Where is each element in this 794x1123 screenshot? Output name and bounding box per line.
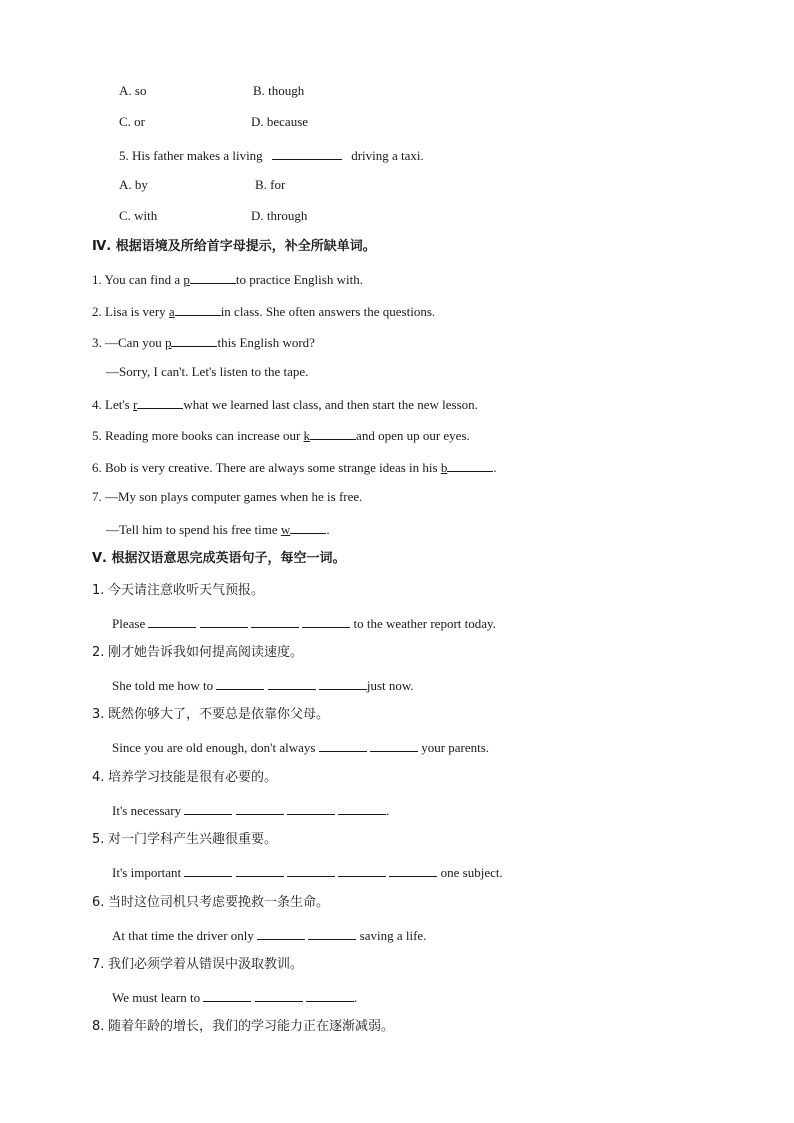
question-text: 4. Let's [92,397,133,412]
chinese-sentence: 对一门学科产生兴趣很重要。 [108,832,278,847]
answer-blank[interactable] [175,302,221,316]
translation-prompt [92,895,329,911]
question-text: and open up our eyes. [356,428,470,443]
question-text: —Tell him to spend his free time [106,522,281,537]
answer-blank[interactable] [319,676,367,690]
question-7-reply [106,520,330,538]
sentence-text: Please [112,616,146,631]
chinese-sentence: 我们必须学着从错误中汲取教训。 [108,957,304,972]
question-text: 5. His father makes a living [119,148,263,163]
question-5 [119,146,424,164]
question-6 [92,458,497,476]
sentence-text: Since you are old enough, don't always [112,740,316,755]
chinese-sentence: 培养学习技能是很有必要的。 [108,770,278,785]
hint-letter: k [303,428,311,443]
sentence-text: She told me how to [112,678,214,693]
question-text: 1. You can find a [92,272,184,287]
translation-prompt [92,832,277,848]
translation-answer [112,614,496,632]
hint-letter: a [168,304,175,319]
answer-blank[interactable] [287,801,335,815]
option-a: A. by [119,177,148,192]
answer-blank[interactable] [137,395,183,409]
sentence-text: . [386,803,390,818]
translation-prompt [92,645,303,661]
translation-answer [112,676,414,694]
question-text: 2. Lisa is very [92,304,169,319]
question-1 [92,270,363,288]
answer-blank[interactable] [319,738,367,752]
option-d: D. because [251,114,309,129]
option-b: B. though [253,83,305,98]
hint-letter: w [280,522,291,537]
translation-prompt [92,583,264,599]
answer-blank[interactable] [310,426,356,440]
sentence-text: your parents. [421,740,490,755]
sentence-text: just now. [366,678,414,693]
question-number: 8. [92,1019,105,1034]
answer-blank[interactable] [148,614,196,628]
question-text: 5. Reading more books can increase our [92,428,304,443]
option-c: C. with [119,208,158,223]
question-text: in class. She often answers the questions. [220,304,436,319]
translation-prompt [92,770,277,786]
question-4 [92,395,478,413]
hint-letter: b [440,460,448,475]
option-row [119,177,285,193]
question-5 [92,426,470,444]
question-text: . [326,522,330,537]
answer-blank[interactable] [216,676,264,690]
answer-blank[interactable] [200,614,248,628]
translation-prompt [92,957,303,973]
question-number: 3. [92,707,105,722]
answer-blank[interactable] [190,270,236,284]
question-text: 3. —Can you [92,335,165,350]
sentence-text: saving a life. [359,928,427,943]
sentence-text: At that time the driver only [112,928,254,943]
hint-letter: r [132,397,138,412]
chinese-sentence: 刚才她告诉我如何提高阅读速度。 [108,645,304,660]
option-c: C. or [119,114,145,129]
question-3 [92,333,315,351]
question-text: 6. Bob is very creative. There are always some strange ideas in his [92,460,441,475]
sentence-text: It's important [112,865,182,880]
option-row [119,114,308,130]
answer-blank[interactable] [255,988,303,1002]
answer-blank[interactable] [338,801,386,815]
option-row [119,208,307,224]
question-number: 4. [92,770,105,785]
section-heading: Ⅳ. 根据语境及所给首字母提示，补全所缺单词。 [92,239,376,254]
question-number: 5. [92,832,105,847]
sentence-text: to the weather report today. [353,616,496,631]
question-number: 6. [92,895,105,910]
chinese-sentence: 当时这位司机只考虑要挽救一条生命。 [108,895,330,910]
question-text: to practice English with. [235,272,363,287]
answer-blank[interactable] [308,926,356,940]
question-text: driving a taxi. [351,148,424,163]
answer-blank[interactable] [268,676,316,690]
question-7: 7. —My son plays computer games when he is free. [92,489,363,504]
translation-prompt [92,1019,394,1035]
answer-blank[interactable] [171,333,217,347]
sentence-text: It's necessary [112,803,182,818]
chinese-sentence: 既然你够大了，不要总是依靠你父母。 [108,707,330,722]
option-a: A. so [119,83,147,98]
answer-blank[interactable] [306,988,354,1002]
answer-blank[interactable] [302,614,350,628]
answer-blank[interactable] [389,863,437,877]
answer-blank[interactable] [184,801,232,815]
option-d: D. through [251,208,308,223]
sentence-text: We must learn to [112,990,201,1005]
question-text: . [493,460,497,475]
translation-answer [112,988,357,1006]
translation-answer [112,926,426,944]
question-2 [92,302,435,320]
question-number: 1. [92,583,105,598]
chinese-sentence: 随着年龄的增长，我们的学习能力正在逐渐减弱。 [108,1019,395,1034]
translation-answer [112,863,503,881]
chinese-sentence: 今天请注意收听天气预报。 [108,583,265,598]
translation-answer [112,738,489,756]
answer-blank[interactable] [236,801,284,815]
answer-blank[interactable] [203,988,251,1002]
answer-blank[interactable] [184,863,232,877]
answer-blank[interactable] [257,926,305,940]
answer-blank[interactable] [236,863,284,877]
sentence-text: one subject. [440,865,503,880]
question-text: what we learned last class, and then start the new lesson. [183,397,478,412]
question-3-reply: —Sorry, I can't. Let's listen to the tape. [106,364,309,379]
question-number: 7. [92,957,105,972]
answer-blank[interactable] [287,863,335,877]
answer-blank[interactable] [370,738,418,752]
hint-letter: p [183,272,190,287]
answer-blank[interactable] [272,146,342,160]
answer-blank[interactable] [290,520,326,534]
section-heading: Ⅴ. 根据汉语意思完成英语句子，每空一词。 [92,551,346,566]
option-row [119,83,304,99]
answer-blank[interactable] [251,614,299,628]
question-number: 2. [92,645,105,660]
answer-blank[interactable] [447,458,493,472]
hint-letter: p [164,335,172,350]
question-text: this English word? [217,335,315,350]
translation-prompt [92,707,329,723]
answer-blank[interactable] [338,863,386,877]
translation-answer [112,801,389,819]
option-b: B. for [255,177,286,192]
sentence-text: . [353,990,358,1005]
